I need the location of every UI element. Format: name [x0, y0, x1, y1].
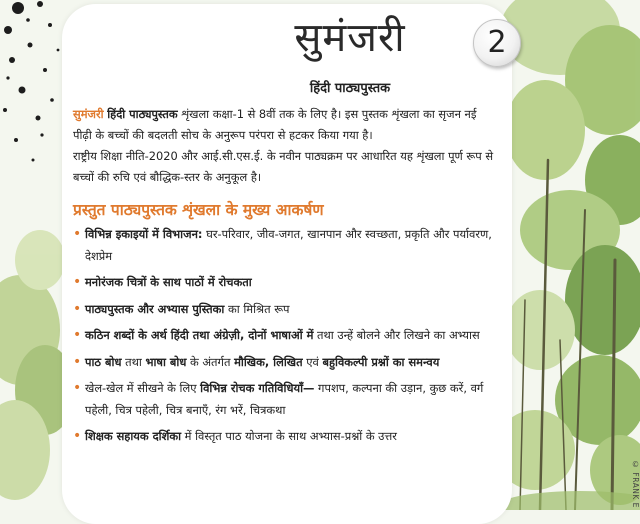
- feature-text: का मिश्रित रूप: [224, 301, 290, 316]
- list-item: [73, 352, 501, 374]
- feature-text: एवं: [302, 354, 323, 369]
- intro-paragraph: [73, 104, 498, 188]
- list-item: [73, 378, 501, 421]
- feature-bold: पाठ बोध: [85, 354, 122, 369]
- feature-text: तथा उन्हें बोलने और लिखने का अभ्यास: [313, 328, 480, 342]
- feature-bold: विभिन्न इकाइयों में विभाजन:: [85, 227, 203, 241]
- book-subtitle: हिंदी पाठ्यपुस्तक: [309, 81, 391, 96]
- intro-line-2: राष्ट्रीय शिक्षा नीति-2020 और आई.सी.एस.ई. के नवीन पाठ्यक्रम पर आधारित यह शृंखला पूर्ण रूप से बच्चों की रुचि एवं बौद्धिक-स्तर के अनुकूल है।: [73, 149, 494, 184]
- section-heading: प्रस्तुत पाठ्यपुस्तक शृंखला के मुख्य आकर्षण: [73, 201, 324, 219]
- features-list: [73, 224, 501, 453]
- book-type: हिंदी पाठ्यपुस्तक: [107, 107, 178, 121]
- feature-bold: विभिन्न रोचक गतिविधियाँ—: [200, 381, 315, 395]
- intro-line-1: [73, 104, 498, 146]
- feature-text: खेल-खेल में सीखने के लिए: [85, 381, 201, 395]
- feature-bold: मौखिक, लिखित: [234, 354, 303, 369]
- series-name: सुमंजरी: [73, 107, 104, 121]
- feature-bold: भाषा बोध: [145, 354, 187, 369]
- list-item: [73, 325, 501, 347]
- list-item: [73, 224, 501, 267]
- feature-bold: कठिन शब्दों के अर्थ हिंदी तथा अंग्रेज़ी, दोनों भाषाओं में: [85, 328, 314, 342]
- feature-text: घर-परिवार, जीव-जगत, खानपान और स्वच्छता, प्रकृति और पर्यावरण, देशप्रेम: [85, 227, 492, 263]
- feature-text: के अंतर्गत: [186, 354, 235, 369]
- book-title: सुमंजरी: [294, 15, 406, 61]
- copyright-credit: © FRANK E: [631, 460, 640, 508]
- feature-bold: शिक्षक सहायक दर्शिका: [85, 429, 182, 443]
- list-item: [73, 272, 501, 294]
- feature-bold: बहुविकल्पी प्रश्नों का समन्वय: [322, 354, 440, 369]
- feature-bold: पाठ्यपुस्तक और अभ्यास पुस्तिका: [85, 301, 225, 316]
- intro-line-1-text: शृंखला कक्षा-1 से 8वीं तक के लिए है। इस पुस्तक शृंखला का सृजन नई पीढ़ी के बच्चों की बदलती सोच के अनुरूप परंपरा से हटकर किया गया है।: [73, 107, 477, 142]
- feature-bold: मनोरंजक चित्रों के साथ पाठों में रोचकता: [85, 275, 252, 289]
- list-item: [73, 299, 501, 321]
- feature-text: गपशप, कल्पना की उड़ान, कुछ करें, वर्ग पहेली, चित्र पहेली, चित्र बनाएँ, रंग भरें, चित्रकथा: [85, 381, 484, 417]
- feature-text: तथा: [121, 354, 146, 369]
- feature-text: में विस्तृत पाठ योजना के साथ अभ्यास-प्रश्नों के उत्तर: [181, 429, 397, 443]
- list-item: [73, 426, 501, 448]
- book-number-badge: 2: [473, 19, 521, 67]
